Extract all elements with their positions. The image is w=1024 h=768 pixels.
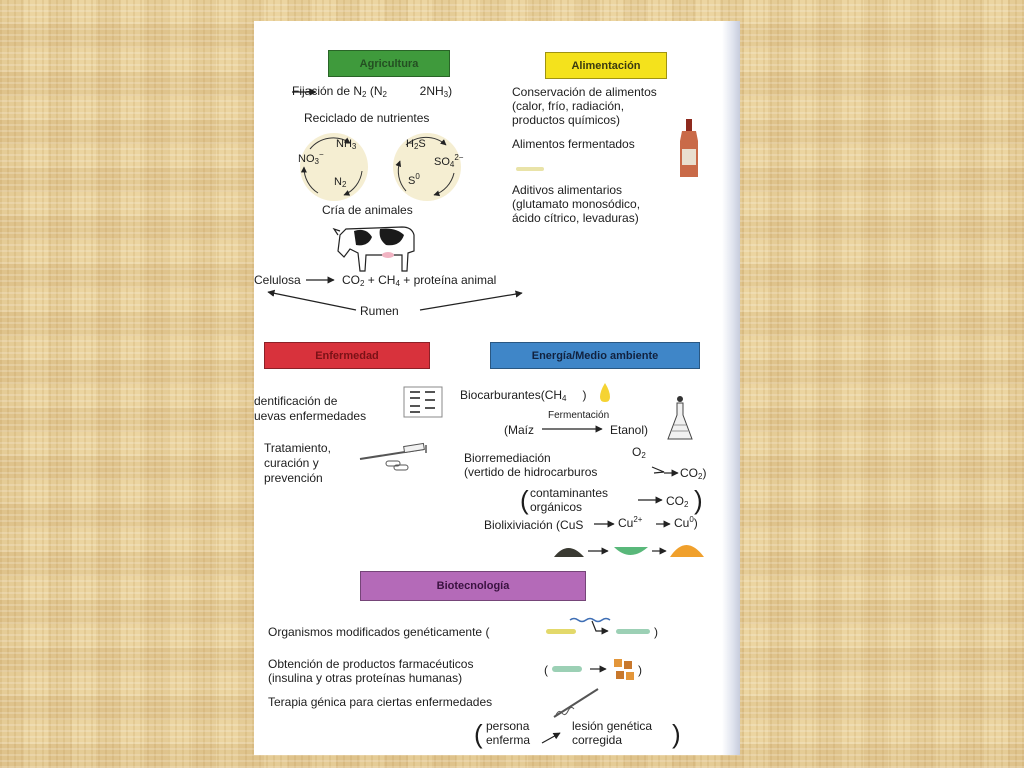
biocarburantes-label: $Biocarburantes(CH_4$ ) [460, 388, 587, 403]
bottle-icon [680, 119, 698, 177]
gene-therapy-arrow [542, 733, 560, 743]
contaminantes-paren-open: ( [520, 485, 529, 515]
co2-ch4-label: $CO_2 + CH_4$ + proteína animal [342, 273, 497, 288]
textbook-page [254, 21, 740, 755]
cow-illustration [334, 227, 414, 271]
rumen-left-arrow [268, 292, 356, 310]
cu2-label: $Cu^{2+}$ [618, 515, 643, 530]
so4-label: $SO_4^{2-}$ [434, 153, 464, 169]
reciclado-label: Reciclado de nutrientes [304, 111, 430, 125]
no3-label: $NO_3^-$ [298, 150, 324, 166]
contaminantes-line-2: orgánicos [530, 500, 583, 514]
co2-result-a: $CO_2$) [680, 466, 707, 481]
gmo-diagram [546, 619, 650, 635]
gel-image-icon [404, 387, 442, 417]
identificacion-line-1: dentificación de [254, 394, 338, 408]
tratamiento-line-3: prevención [264, 471, 323, 485]
contaminantes-paren-close: ) [694, 485, 703, 515]
lesion-line-2: corregida [572, 733, 623, 747]
aditivos-line-2: (glutamato monosódico, [512, 197, 641, 211]
persona-line-2: enferma [486, 733, 531, 747]
co2-result-b: $CO_2$ [666, 494, 689, 509]
flask-icon [668, 396, 692, 439]
biorremediacion-arrow [652, 467, 664, 473]
terapia-paren-open: ( [474, 719, 483, 749]
cu0-label: Cu$^0$) [674, 515, 698, 530]
gene-therapy-syringe-icon [554, 689, 598, 717]
farmaceuticos-line-1: Obtención de productos farmacéuticos [268, 657, 474, 671]
conservacion-line-1: Conservación de alimentos [512, 85, 657, 99]
energia-section-header [490, 342, 700, 369]
enfermedad-title: Enfermedad [315, 349, 379, 362]
alimentacion-section-header [545, 52, 667, 79]
conservacion-line-3: productos químicos) [512, 113, 621, 127]
celulosa-label: Celulosa [254, 273, 301, 287]
aditivos-line-1: Aditivos alimentarios [512, 183, 623, 197]
insulin-production-diagram [552, 659, 634, 680]
biorremediacion-label: Biorremediación [464, 451, 551, 465]
terapia-paren-close: ) [672, 719, 681, 749]
terapia-label: Terapia génica para ciertas enfermedades [268, 695, 493, 709]
fermentados-label: Alimentos fermentados [512, 137, 635, 151]
fuel-drop-icon [600, 383, 610, 402]
ore-piles-diagram [554, 545, 704, 557]
conservacion-line-2: (calor, frío, radiación, [512, 99, 625, 113]
tratamiento-line-1: Tratamiento, [264, 441, 331, 455]
rumen-right-arrow [420, 293, 522, 310]
nh3-label: $NH_3$ [336, 138, 357, 151]
agricultura-title: Agricultura [359, 57, 419, 70]
o2-label: $O_2$ [632, 445, 646, 460]
lesion-line-1: lesión genética [572, 719, 653, 733]
aditivos-line-3: ácido cítrico, levaduras) [512, 211, 639, 225]
s0-label: $S^0$ [408, 172, 420, 187]
nitrogen-cycle-diagram [300, 133, 368, 201]
syringe-icon [360, 443, 426, 459]
farm-paren-open: ( [544, 663, 548, 677]
identificacion-line-2: uevas enfermedades [254, 409, 367, 423]
rumen-label: Rumen [360, 304, 399, 318]
energia-title: Energía/Medio ambiente [531, 349, 659, 362]
fermentacion-label: Fermentación [548, 410, 610, 421]
fijacion-line: Fijación de $N_2$ ($N_2$ $2NH_3$) [292, 84, 453, 99]
alimentacion-title: Alimentación [571, 59, 641, 72]
pill-icon [386, 461, 408, 470]
contaminantes-line-1: contaminantes [530, 486, 609, 500]
omg-label: Organismos modificados genéticamente ( [268, 625, 490, 639]
tratamiento-line-2: curación y [264, 456, 319, 470]
omg-close: ) [654, 625, 658, 639]
agricultura-section-header [328, 50, 450, 77]
etanol-label: Etanol) [610, 423, 649, 437]
farmaceuticos-line-2: (insulina y otras proteínas humanas) [268, 671, 463, 685]
persona-line-1: persona [486, 719, 530, 733]
enfermedad-section-header [264, 342, 430, 369]
n2-label: $N_2$ [334, 176, 347, 189]
biotecnologia-title: Biotecnología [436, 580, 510, 592]
farm-paren-close: ) [638, 663, 642, 677]
biotecnologia-section-header [360, 571, 586, 601]
cria-label: Cría de animales [322, 203, 413, 217]
bacteria-rod-icon [516, 167, 544, 171]
vertido-label: (vertido de hidrocarburos [464, 465, 598, 479]
biolixiviacion-label: Biolixiviación (CuS [484, 518, 584, 532]
maiz-label: (Maíz [504, 423, 534, 437]
h2s-label: $H_2S$ [406, 138, 426, 151]
